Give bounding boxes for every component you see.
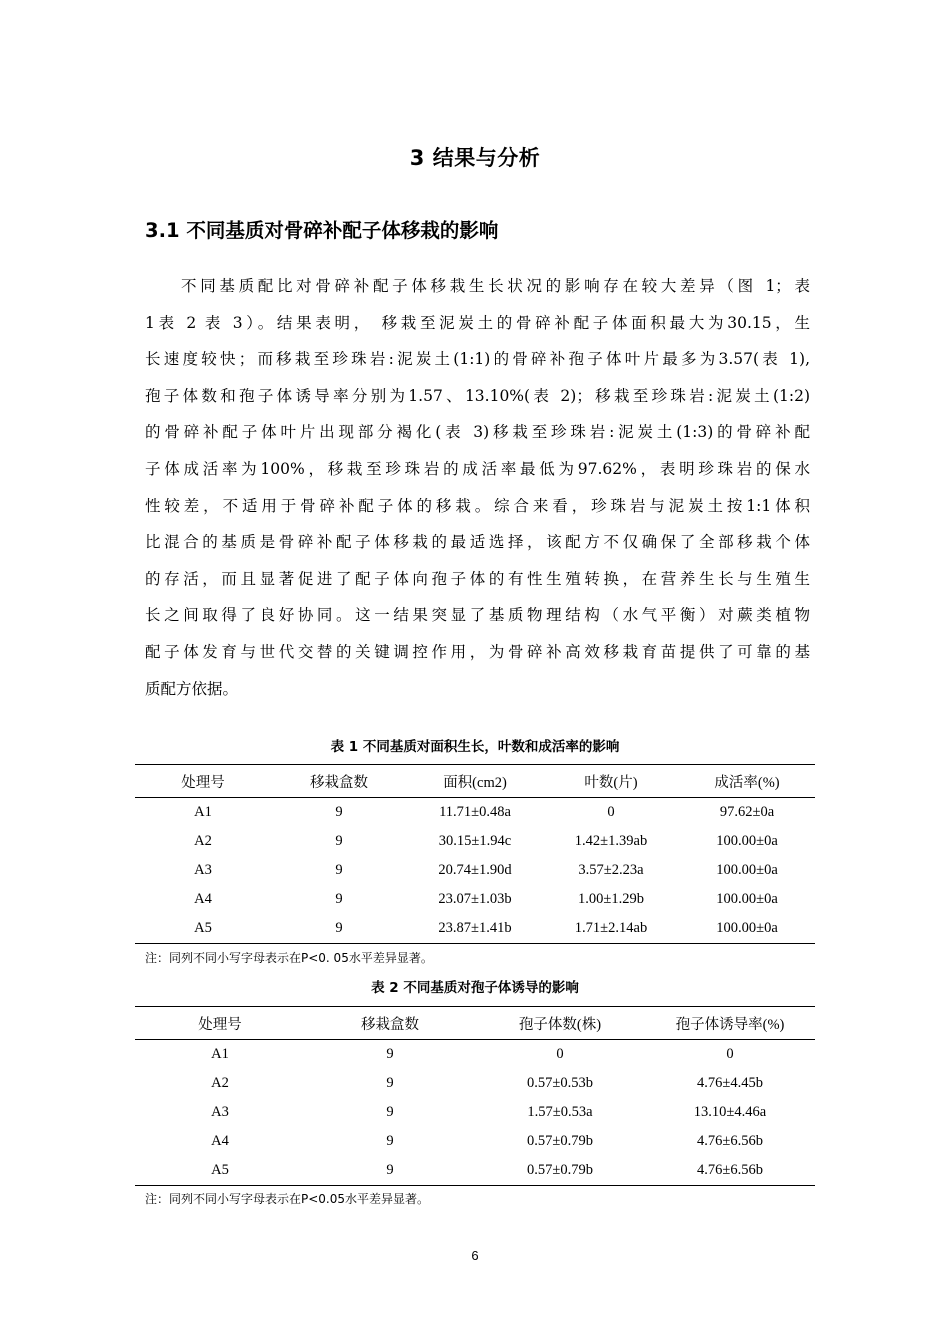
table-row: [135, 798, 815, 828]
table-cell: 1.57±0.53a: [527, 1104, 593, 1120]
table-header-cell: 移栽盒数: [305, 1007, 475, 1040]
table-header-cell: 孢子体诱导率(%): [645, 1007, 815, 1040]
table-cell: A5: [135, 1156, 305, 1186]
body-paragraph: [145, 268, 810, 707]
table-cell: 9: [271, 914, 407, 944]
subsection-title: 3.1 不同基质对骨碎补配子体移栽的影响: [145, 219, 499, 242]
table-cell: 100.00±0a: [716, 833, 778, 849]
table-cell: A3: [211, 1104, 229, 1120]
table1: [135, 764, 815, 944]
table-header-cell: 孢子体数(株): [475, 1007, 645, 1040]
table-cell: A1: [194, 804, 212, 820]
table-row: [135, 1156, 815, 1186]
paragraph-line: 的存活，而且显著促进了配子体向孢子体的有性生殖转换，在营养生长与生殖生: [145, 569, 810, 588]
table1-note: 注：同列不同小写字母表示在P<0. 05水平差异显著。: [145, 951, 433, 965]
table-cell: A3: [194, 862, 212, 878]
table-cell: A2: [211, 1075, 229, 1091]
table-cell: 100.00±0a: [679, 914, 815, 944]
table-header-cell: 处理号: [135, 1007, 305, 1040]
table-cell: 97.62±0a: [719, 804, 775, 820]
table-row: [135, 1069, 815, 1098]
table-cell: 1.42±1.39ab: [574, 833, 648, 849]
table-row: [135, 914, 815, 944]
table-cell: 1.00±1.29b: [578, 891, 644, 907]
table-cell: 0.57±0.79b: [475, 1156, 645, 1186]
table-cell: 3.57±2.23a: [578, 862, 644, 878]
paragraph-line: 不同基质配比对骨碎补配子体移栽生长状况的影响存在较大差异（图 1；表: [181, 277, 810, 295]
table-row: [135, 1127, 815, 1156]
table-row: [135, 1098, 815, 1127]
paragraph-line: 质配方依据。: [145, 679, 239, 698]
table-cell: 23.87±1.41b: [407, 914, 543, 944]
table-cell: 9: [335, 862, 343, 878]
table-row: [135, 1040, 815, 1070]
table-header-cell: 移栽盒数: [271, 765, 407, 798]
table-cell: A2: [194, 833, 212, 849]
table-cell: A1: [211, 1046, 229, 1062]
table-cell: 0.57±0.79b: [527, 1133, 593, 1149]
table-header-cell: 面积(cm2): [407, 765, 543, 798]
table-cell: A4: [194, 891, 212, 907]
paragraph-line: 长速度较快；而移栽至珍珠岩:泥炭土(1:1)的骨碎补孢子体叶片最多为3.57(表 1),: [145, 350, 810, 369]
table-cell: 100.00±0a: [716, 891, 778, 907]
table-cell: 9: [335, 833, 343, 849]
table-cell: 23.07±1.03b: [438, 891, 512, 907]
table-cell: 9: [386, 1075, 394, 1091]
table-header-cell: 叶数(片): [543, 765, 679, 798]
paragraph-line: 的骨碎补配子体叶片出现部分褐化(表 3)移栽至珍珠岩:泥炭土(1:3)的骨碎补配: [145, 423, 810, 442]
table-cell: 100.00±0a: [716, 862, 778, 878]
table-cell: 1.71±2.14ab: [543, 914, 679, 944]
table-cell: 4.76±6.56b: [697, 1133, 763, 1149]
paragraph-line: 比混合的基质是骨碎补配子体移栽的最适选择，该配方不仅确保了全部移栽个体: [145, 533, 810, 552]
table-cell: 4.76±4.45b: [697, 1075, 763, 1091]
table-cell: 0: [556, 1046, 564, 1062]
paragraph-line: 1表 2 表 3）。结果表明， 移栽至泥炭土的骨碎补配子体面积最大为30.15，生: [145, 313, 810, 332]
section-title: 3 结果与分析: [409, 146, 541, 170]
table-cell: 20.74±1.90d: [438, 862, 512, 878]
table-cell: 9: [335, 891, 343, 907]
table-row: [135, 856, 815, 885]
table-cell: 0: [726, 1046, 734, 1062]
paragraph-line: 长之间取得了良好协同。这一结果突显了基质物理结构（水气平衡）对蕨类植物: [145, 606, 810, 625]
paragraph-line: 性较差，不适用于骨碎补配子体的移栽。综合来看，珍珠岩与泥炭土按1:1体积: [145, 496, 810, 515]
paragraph-line: 配子体发育与世代交替的关键调控作用，为骨碎补高效移栽育苗提供了可靠的基: [145, 642, 810, 661]
table-cell: 30.15±1.94c: [438, 833, 512, 849]
table-cell: 0.57±0.53b: [527, 1075, 593, 1091]
table-header-cell: 成活率(%): [679, 765, 815, 798]
table-cell: 11.71±0.48a: [439, 804, 511, 820]
table-cell: 4.76±6.56b: [645, 1156, 815, 1186]
table-header-row: [135, 765, 815, 798]
table-cell: 9: [305, 1156, 475, 1186]
table-cell: 13.10±4.46a: [693, 1104, 767, 1120]
table-header-row: [135, 1007, 815, 1040]
table2: [135, 1006, 815, 1186]
table2-caption: 表 2 不同基质对孢子体诱导的影响: [371, 980, 579, 996]
table-cell: 9: [386, 1133, 394, 1149]
page-number: 6: [471, 1248, 479, 1263]
table-row: [135, 827, 815, 856]
table-cell: A4: [211, 1133, 229, 1149]
table2-note: 注：同列不同小写字母表示在P<0.05水平差异显著。: [145, 1192, 430, 1206]
table-row: [135, 885, 815, 914]
paragraph-line: 子体成活率为100%，移栽至珍珠岩的成活率最低为97.62%，表明珍珠岩的保水: [145, 459, 810, 478]
table-cell: 9: [386, 1046, 394, 1062]
table1-caption: 表 1 不同基质对面积生长，叶数和成活率的影响: [330, 739, 620, 755]
table-cell: 0: [607, 804, 615, 820]
paragraph-line: 孢子体数和孢子体诱导率分别为1.57、13.10%(表 2)；移栽至珍珠岩:泥炭土(1:2): [145, 386, 810, 405]
table-header-cell: 处理号: [135, 765, 271, 798]
table-cell: A5: [135, 914, 271, 944]
table-cell: 9: [386, 1104, 394, 1120]
table-cell: 9: [335, 804, 343, 820]
